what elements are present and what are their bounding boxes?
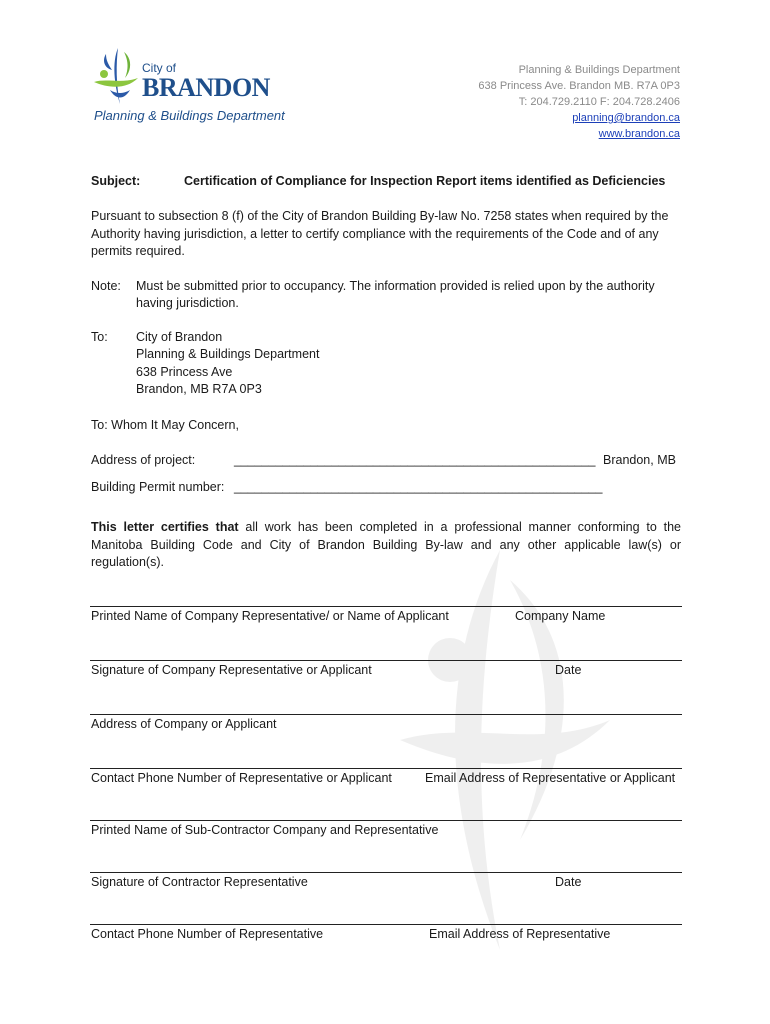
field-label-company-name: Company Name [515,609,606,623]
signature-line-5[interactable] [90,820,682,821]
permit-number-label: Building Permit number: [91,480,225,494]
watermark-logo [380,540,620,960]
logo-brandon: BRANDON [142,73,270,102]
field-label-date-1: Date [555,663,582,677]
project-address-label: Address of project: [91,453,196,467]
permit-number-field[interactable]: _____________________________________________________ [234,480,603,494]
certification-bold: This letter certifies that [91,520,239,534]
note-line-1: Must be submitted prior to occupancy. The information provided is relied upon by the authority [136,279,655,293]
certification-paragraph [91,519,681,572]
project-address-suffix: Brandon, MB [603,453,676,467]
field-label-contact-phone: Contact Phone Number of Representative or Applicant [91,771,392,785]
field-label-rep-email: Email Address of Representative [429,927,611,941]
intro-paragraph: Pursuant to subsection 8 (f) of the City of Brandon Building By-law No. 7258 states when required by the Authority having jurisdiction, a letter to certify compliance with the requirements of the Code and of any permits required. [91,209,669,258]
note-label: Note: [91,279,121,293]
logo-department: Planning & Buildings Department [94,108,285,123]
signature-line-7[interactable] [90,924,682,925]
field-label-printed-name: Printed Name of Company Representative/ or Name of Applicant [91,609,449,623]
contact-department: Planning & Buildings Department [518,64,680,76]
field-label-subcontractor: Printed Name of Sub-Contractor Company and Representative [91,823,439,837]
subject-label: Subject: [91,174,141,188]
field-label-rep-phone: Contact Phone Number of Representative [91,927,324,941]
signature-line-1[interactable] [90,606,682,607]
contact-address: 638 Princess Ave. Brandon MB. R7A 0P3 [478,80,680,92]
to-line-1: City of Brandon [136,330,223,344]
signature-line-2[interactable] [90,660,682,661]
to-line-2: Planning & Buildings Department [136,347,320,361]
field-label-date-2: Date [555,875,582,889]
brandon-leaf-icon [92,44,142,108]
logo-city-of: City of [142,61,177,75]
contact-block [478,62,680,142]
to-line-4: Brandon, MB R7A 0P3 [136,382,262,396]
field-label-email: Email Address of Representative or Applicant [425,771,676,785]
city-of-brandon-logo [92,44,307,129]
subject-text: Certification of Compliance for Inspection Report items identified as Deficiencies [184,174,666,188]
salutation: To: Whom It May Concern, [91,418,239,432]
to-label: To: [91,330,108,344]
field-label-signature: Signature of Company Representative or Applicant [91,663,372,677]
note-line-2: having jurisdiction. [136,296,239,310]
field-label-contractor-signature: Signature of Contractor Representative [91,875,308,889]
project-address-field[interactable]: ____________________________________________________ [234,453,596,467]
field-label-address: Address of Company or Applicant [91,717,277,731]
certification-text: all work has been completed in a professional manner conforming to the Manitoba Building Code and City of Brandon Building By-law and any other applicable law(s) or regulation(s). [91,520,681,569]
contact-email-link[interactable]: planning@brandon.ca [572,112,680,124]
contact-phone-fax: T: 204.729.2110 F: 204.728.2406 [518,96,680,108]
signature-line-3[interactable] [90,714,682,715]
to-line-3: 638 Princess Ave [136,365,233,379]
signature-line-4[interactable] [90,768,682,769]
contact-website-link[interactable]: www.brandon.ca [598,128,680,140]
signature-line-6[interactable] [90,872,682,873]
